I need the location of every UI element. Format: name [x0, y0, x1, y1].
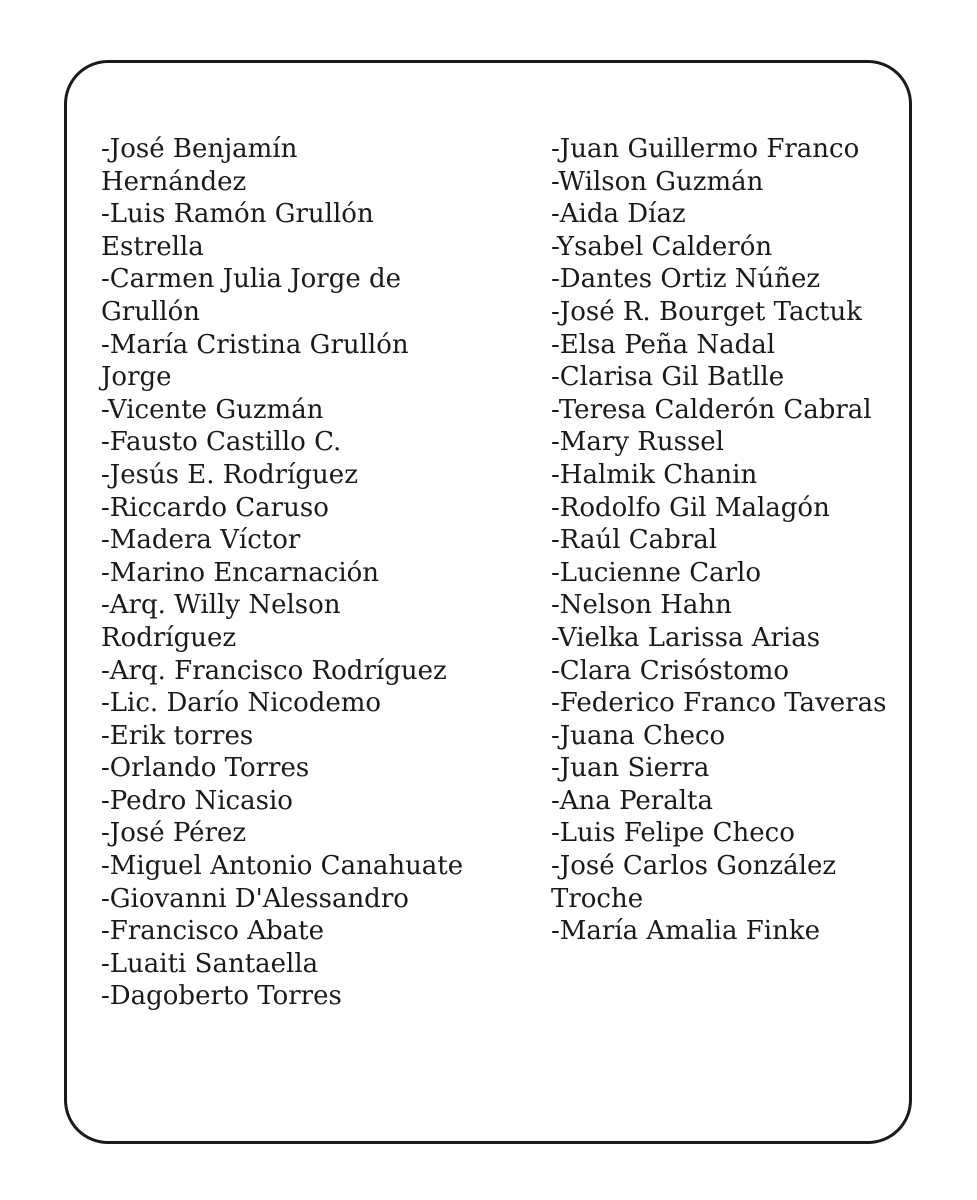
name-entry: [101, 687, 521, 720]
name-continuation-line: Rodríguez: [101, 622, 237, 653]
name-entry: [101, 785, 521, 818]
name-entry: [101, 394, 521, 427]
name-line: -Luis Ramón Grullón: [101, 199, 374, 230]
name-entry: [101, 492, 521, 525]
name-entry: [101, 263, 521, 328]
name-line: -Pedro Nicasio: [101, 785, 293, 816]
name-entry: [551, 817, 891, 850]
name-entry: [101, 883, 521, 916]
name-line: -Clarisa Gil Batlle: [551, 362, 785, 393]
name-line: -Jesús E. Rodríguez: [101, 459, 358, 490]
name-entry: [551, 329, 891, 362]
name-entry: [551, 394, 891, 427]
name-entry: [551, 524, 891, 557]
name-line: -Lucienne Carlo: [551, 557, 761, 588]
name-entry: [551, 426, 891, 459]
name-entry: [551, 687, 891, 720]
name-entry: [551, 133, 891, 166]
name-continuation-line: Grullón: [101, 296, 200, 327]
name-entry: [101, 850, 521, 883]
name-entry: [101, 948, 521, 981]
name-entry: [551, 752, 891, 785]
name-line: -Orlando Torres: [101, 753, 310, 784]
name-entry: [101, 524, 521, 557]
name-line: -Mary Russel: [551, 427, 724, 458]
name-line: -Francisco Abate: [101, 916, 324, 947]
name-line: -María Cristina Grullón: [101, 329, 409, 360]
name-line: -Juana Checo: [551, 720, 726, 751]
name-entry: [551, 850, 891, 915]
names-list-left-column: [101, 133, 521, 1013]
name-line: -Luis Felipe Checo: [551, 818, 795, 849]
name-entry: [551, 622, 891, 655]
name-line: -Riccardo Caruso: [101, 492, 329, 523]
name-continuation-line: Estrella: [101, 231, 204, 262]
name-continuation-line: Hernández: [101, 166, 247, 197]
name-line: -José Carlos González: [551, 851, 837, 882]
name-line: -Carmen Julia Jorge de: [101, 264, 402, 295]
name-entry: [551, 720, 891, 753]
names-list-right-column: [551, 133, 891, 948]
name-line: -María Amalia Finke: [551, 916, 820, 947]
name-line: -Halmik Chanin: [551, 459, 758, 490]
name-entry: [101, 752, 521, 785]
name-line: -Raúl Cabral: [551, 525, 718, 556]
name-entry: [101, 720, 521, 753]
name-entry: [101, 198, 521, 263]
name-entry: [551, 655, 891, 688]
name-entry: [101, 329, 521, 394]
name-line: -Federico Franco Taveras: [551, 688, 887, 719]
name-entry: [101, 426, 521, 459]
name-entry: [101, 557, 521, 590]
name-entry: [551, 459, 891, 492]
name-line: -Juan Guillermo Franco: [551, 134, 860, 164]
name-entry: [551, 198, 891, 231]
name-entry: [551, 361, 891, 394]
name-line: -Madera Víctor: [101, 525, 301, 556]
name-entry: [551, 557, 891, 590]
name-entry: [551, 296, 891, 329]
name-entry: [101, 133, 521, 198]
name-line: -Giovanni D'Alessandro: [101, 883, 409, 914]
name-line: -Miguel Antonio Canahuate: [101, 851, 464, 882]
name-line: -Luaiti Santaella: [101, 948, 319, 979]
name-entry: [551, 589, 891, 622]
name-line: -Lic. Darío Nicodemo: [101, 688, 382, 719]
name-line: -Marino Encarnación: [101, 557, 380, 588]
name-entry: [551, 785, 891, 818]
name-entry: [101, 459, 521, 492]
name-line: -Dagoberto Torres: [101, 981, 342, 1012]
name-line: -Arq. Willy Nelson: [101, 590, 341, 621]
name-line: -Fausto Castillo C.: [101, 427, 342, 458]
name-line: -José Pérez: [101, 818, 247, 849]
name-entry: [551, 492, 891, 525]
name-continuation-line: Troche: [551, 883, 644, 914]
name-entry: [551, 231, 891, 264]
name-list-card: [64, 60, 912, 1144]
name-line: -Ysabel Calderón: [551, 231, 773, 262]
name-entry: [101, 589, 521, 654]
name-entry: [551, 263, 891, 296]
name-line: -Vielka Larissa Arias: [551, 622, 821, 653]
name-line: -Nelson Hahn: [551, 590, 732, 621]
name-entry: [551, 915, 891, 948]
name-entry: [101, 980, 521, 1013]
name-line: -Clara Crisóstomo: [551, 655, 790, 686]
name-line: -José Benjamín: [101, 134, 298, 164]
name-line: -Arq. Francisco Rodríguez: [101, 655, 447, 686]
name-line: -Teresa Calderón Cabral: [551, 394, 872, 425]
name-entry: [101, 817, 521, 850]
name-line: -Vicente Guzmán: [101, 394, 324, 425]
name-line: -José R. Bourget Tactuk: [551, 296, 862, 327]
name-line: -Ana Peralta: [551, 785, 713, 816]
name-line: -Wilson Guzmán: [551, 166, 764, 197]
name-line: -Erik torres: [101, 720, 254, 751]
name-line: -Elsa Peña Nadal: [551, 329, 776, 360]
name-entry: [101, 915, 521, 948]
name-line: -Aida Díaz: [551, 199, 686, 230]
name-continuation-line: Jorge: [101, 362, 172, 393]
name-line: -Juan Sierra: [551, 753, 710, 784]
name-line: -Rodolfo Gil Malagón: [551, 492, 830, 523]
name-entry: [551, 166, 891, 199]
name-line: -Dantes Ortiz Núñez: [551, 264, 821, 295]
name-entry: [101, 655, 521, 688]
